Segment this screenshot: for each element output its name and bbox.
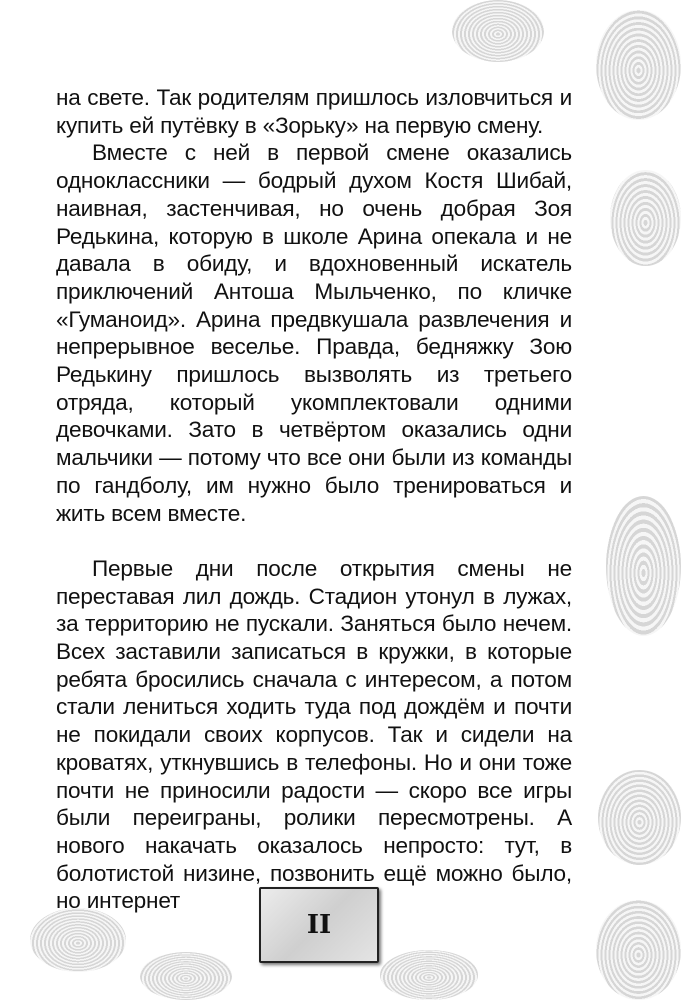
fingerprint-decoration — [598, 770, 681, 865]
fingerprint-decoration — [606, 496, 681, 636]
paragraph: на свете. Так родителям пришлось изловчиться и купить ей путёвку в «Зорьку» на первую смену. — [56, 85, 572, 138]
fingerprint-decoration — [596, 10, 681, 120]
fingerprint-decoration — [140, 952, 232, 1000]
paragraph: Вместе с ней в первой смене оказались одноклассники — бодрый духом Костя Шибай, наивная, застенчивая, но очень добрая Зоя Редькина, которую в школе Арина опекала и не давала в обиду, и вдохновенный искатель приключений Антоша Мыльченко, по кличке «Гуманоид». Арина предвкушала развлечения и непрерывное веселье. Правда, бедняжку Зою Редькину пришлось вызволять из третьего отряда, который укомплектовали одними девочками. Зато в четвёртом оказались одни мальчики — потому что все они были из команды по гандболу, им нужно было тренироваться и жить всем вместе. — [56, 140, 572, 526]
fingerprint-decoration — [30, 908, 126, 972]
fingerprint-decoration — [596, 900, 681, 1000]
page-number-plate — [259, 887, 379, 963]
fingerprint-decoration — [610, 170, 681, 266]
body-text — [56, 84, 572, 915]
paragraph: Первые дни после открытия смены не переставая лил дождь. Стадион утонул в лужах, за территорию не пускали. Заняться было нечем. Всех заставили записаться в кружки, в которые ребята бросились сначала с интересом, а потом стали лениться ходить туда под дождём и почти не покидали своих корпусов. Так и сидели на кроватях, уткнувшись в телефоны. Но и они тоже почти не приносили радости — скоро все игры были переиграны, ролики пересмотрены. А нового накачать оказалось непросто: тут, в болотистой низине, позвонить ещё можно было, но интернет — [56, 555, 572, 914]
fingerprint-decoration — [452, 0, 544, 62]
fingerprint-decoration — [380, 950, 478, 1000]
paragraph-gap — [56, 527, 572, 555]
page-number: II — [306, 910, 332, 940]
